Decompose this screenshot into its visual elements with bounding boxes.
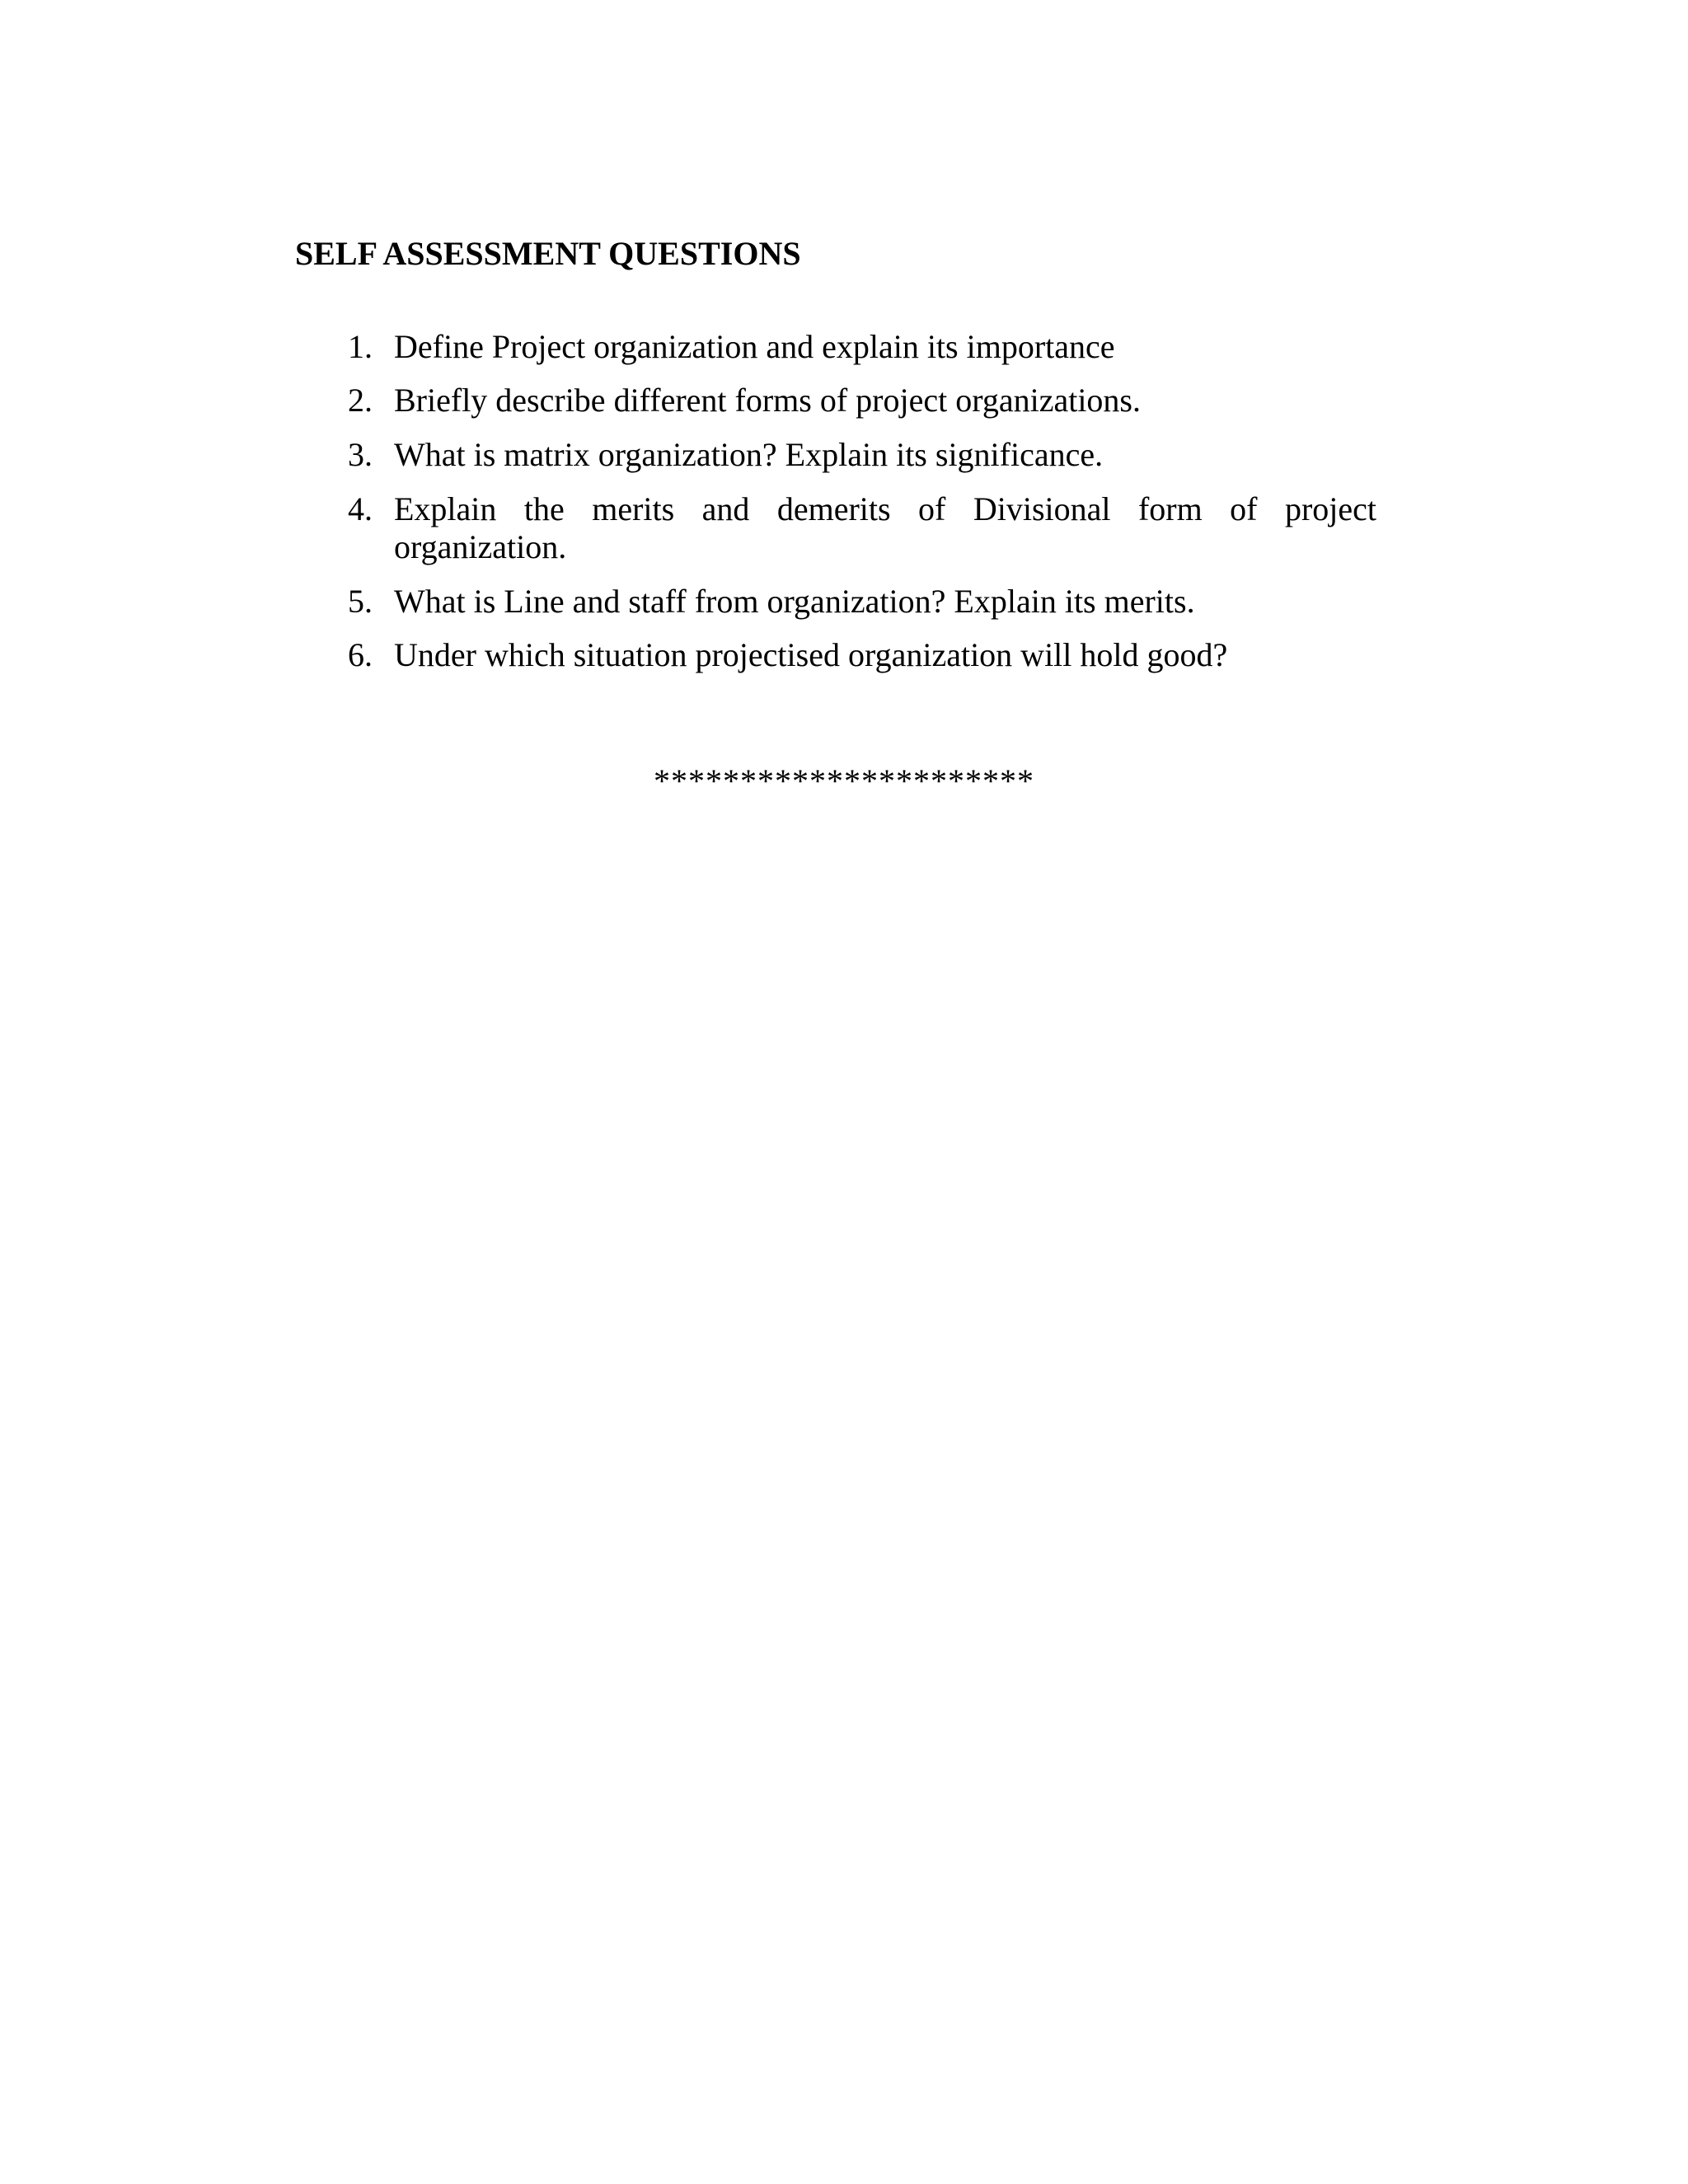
question-number: 2. bbox=[348, 382, 373, 419]
section-heading: SELF ASSESSMENT QUESTIONS bbox=[295, 235, 801, 272]
question-number: 3. bbox=[348, 436, 373, 473]
question-text: What is matrix organization? Explain its significance. bbox=[394, 436, 1104, 473]
question-text: Define Project organization and explain its importance bbox=[394, 328, 1115, 365]
question-number: 6. bbox=[348, 636, 373, 673]
question-text: Explain the merits and demerits of Divisional form of project organization. bbox=[394, 490, 1376, 565]
question-number: 1. bbox=[348, 328, 373, 365]
question-text: Under which situation projectised organization will hold good? bbox=[394, 636, 1228, 673]
question-number: 5. bbox=[348, 583, 373, 620]
question-number: 4. bbox=[348, 490, 373, 527]
question-text: What is Line and staff from organization? Explain its merits. bbox=[394, 583, 1195, 620]
question-text: Briefly describe different forms of project organizations. bbox=[394, 382, 1141, 419]
section-separator: ********************** bbox=[654, 762, 1034, 799]
